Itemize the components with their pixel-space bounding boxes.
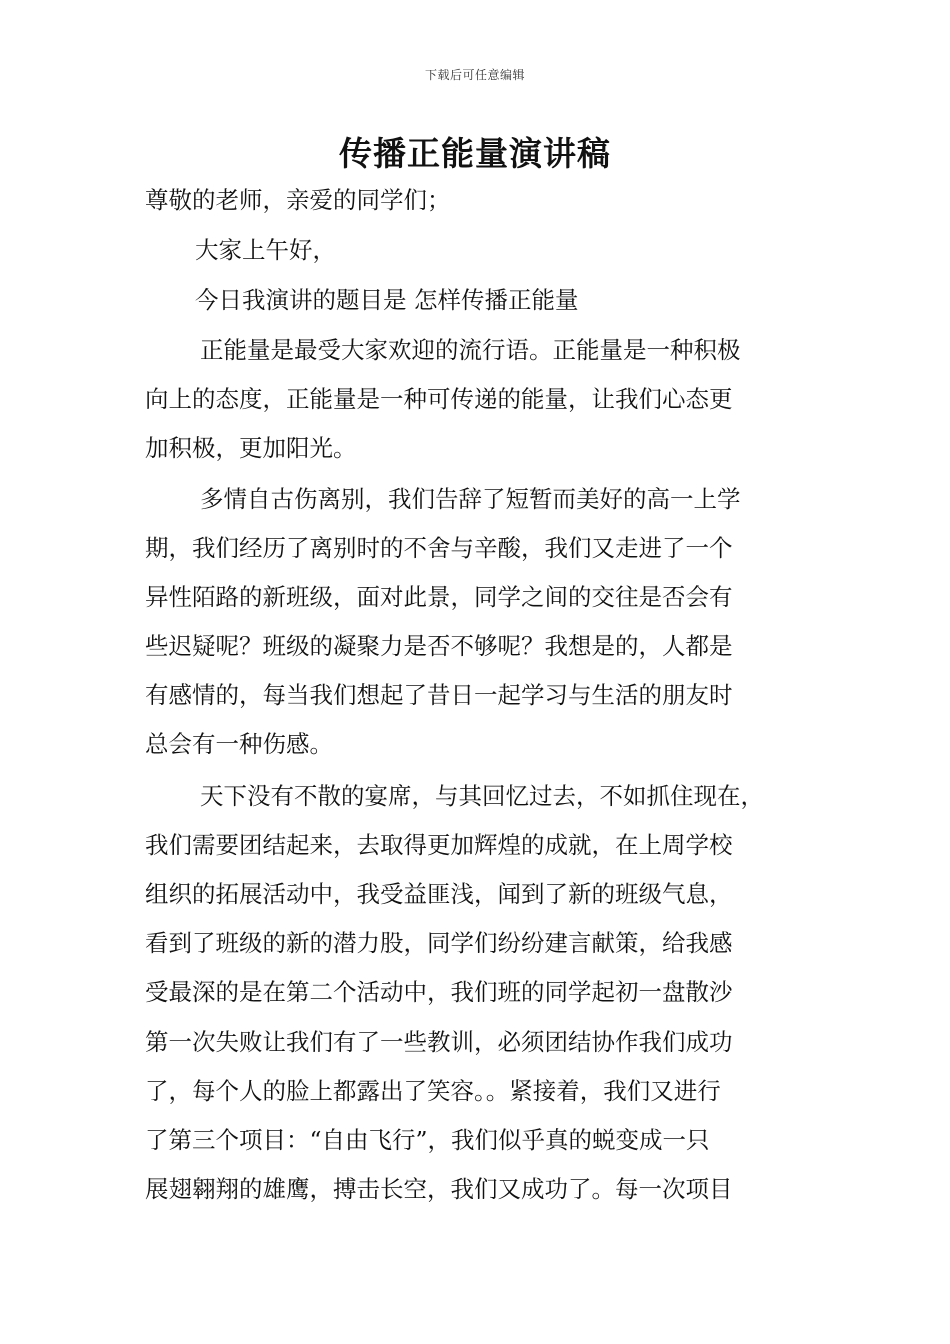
paragraph-line: 期，我们经历了离别时的不舍与辛酸，我们又走进了一个	[145, 534, 733, 562]
paragraph-line: 正能量是最受大家欢迎的流行语。正能量是一种积极	[200, 336, 741, 364]
page-header-note: 下载后可任意编辑	[424, 68, 525, 82]
paragraph-line: 加积极，更加阳光。	[145, 434, 357, 462]
paragraph-line: 第一次失败让我们有了一些教训，必须团结协作我们成功	[145, 1028, 733, 1056]
paragraph-line: 有感情的，每当我们想起了昔日一起学习与生活的朋友时	[145, 681, 733, 709]
paragraph-line: 向上的态度，正能量是一种可传递的能量，让我们心态更	[145, 385, 733, 413]
salutation-line: 尊敬的老师，亲爱的同学们；	[145, 186, 451, 214]
paragraph-line: 我们需要团结起来，去取得更加辉煌的成就，在上周学校	[145, 831, 733, 859]
paragraph-line: 了，每个人的脸上都露出了笑容。。紧接着，我们又进行	[145, 1077, 721, 1105]
paragraph-line: 看到了班级的新的潜力股，同学们纷纷建言献策，给我感	[145, 929, 733, 957]
paragraph-line: 天下没有不散的宴席，与其回忆过去，不如抓住现在，	[200, 782, 764, 810]
paragraph-line: 组织的拓展活动中，我受益匪浅，闻到了新的班级气息，	[145, 880, 733, 908]
paragraph-line: 些迟疑呢？班级的凝聚力是否不够呢？我想是的，人都是	[145, 632, 733, 660]
paragraph-line: 多情自古伤离别，我们告辞了短暂而美好的高一上学	[200, 485, 741, 513]
paragraph-line: 总会有一种伤感。	[145, 730, 333, 758]
paragraph-line: 了第三个项目：“自由飞行”，我们似乎真的蜕变成一只	[145, 1126, 710, 1154]
document-title: 传播正能量演讲稿	[339, 134, 611, 173]
paragraph-line: 异性陌路的新班级，面对此景，同学之间的交往是否会有	[145, 583, 733, 611]
paragraph-line: 展翅翱翔的雄鹰，搏击长空，我们又成功了。每一次项目	[145, 1175, 733, 1203]
greeting-line: 大家上午好，	[195, 236, 336, 264]
paragraph-line: 受最深的是在第二个活动中，我们班的同学起初一盘散沙	[145, 978, 733, 1006]
topic-line: 今日我演讲的题目是 怎样传播正能量	[195, 286, 579, 314]
